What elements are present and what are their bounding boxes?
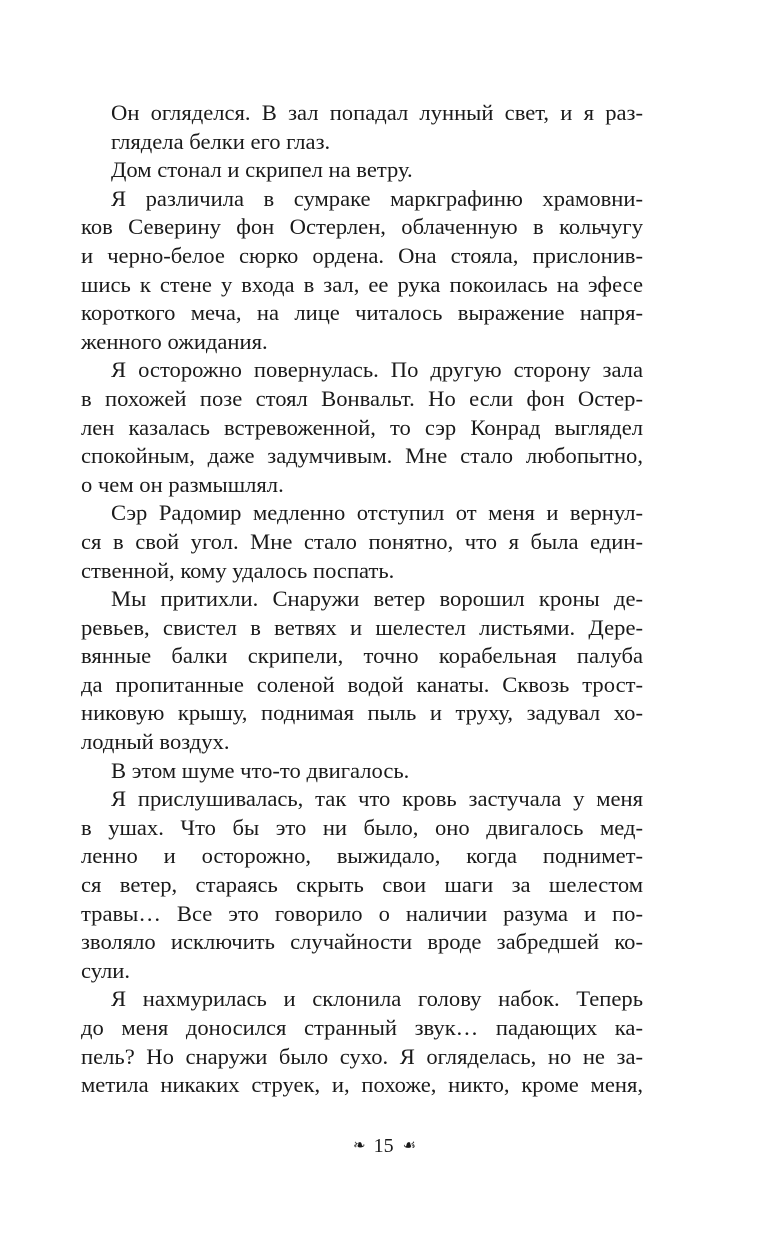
text-line: ся ветер, стараясь скрыть свои шаги за шелестом (81, 872, 643, 898)
paragraph-first-line: Сэр Радомир медленно отступил от меня и вернул- (111, 500, 643, 526)
paragraph-first-line: В этом шуме что-то двигалось. (111, 757, 410, 783)
paragraph-first-line: Я прислушивалась, так что кровь застучала у меня (111, 786, 643, 812)
text-line: шись к стене у входа в зал, ее рука покоилась на эфесе (81, 271, 643, 297)
text-line: сули. (81, 957, 131, 983)
text-line: ков Северину фон Остерлен, облаченную в кольчугу (81, 214, 643, 240)
paragraph-first-line: Он огляделся. В зал попадал лунный свет, и я раз- (111, 100, 643, 125)
page-footer (0, 1134, 768, 1158)
text-line: ленно и осторожно, выжидало, когда поднимет- (81, 843, 643, 869)
text-line: да пропитанные соленой водой канаты. Сквозь трост- (81, 671, 643, 697)
text-line: в похожей позе стоял Вонвальт. Но если фон Остер- (81, 385, 643, 411)
text-line: лодный воздух. (81, 729, 230, 755)
page-number: 15 (373, 1135, 394, 1157)
text-line: лен казалась встревоженной, то сэр Конрад выглядел (81, 414, 643, 440)
paragraph-first-line: Дом стонал и скрипел на ветру. (111, 157, 413, 183)
text-line: короткого меча, на лице читалось выражение напря- (81, 300, 643, 326)
text-line: пель? Но снаружи было сухо. Я огляделась, но не за- (81, 1043, 643, 1069)
text-column (81, 99, 643, 1100)
text-line: зволяло исключить случайности вроде забредшей ко- (81, 929, 643, 955)
text-line: о чем он размышлял. (81, 471, 284, 497)
left-ornament-icon: ❧ (352, 1138, 365, 1154)
paragraph-first-line: глядела белки его глаз. (111, 128, 331, 154)
text-line: в ушах. Что бы это ни было, оно двигалось мед- (81, 814, 643, 840)
text-line: и черно-белое сюрко ордена. Она стояла, прислонив- (81, 242, 643, 268)
right-ornament-icon: ☙ (402, 1138, 416, 1154)
text-line: спокойным, даже задумчивым. Мне стало любопытно, (81, 443, 643, 469)
text-line: ся в свой угол. Мне стало понятно, что я была един- (81, 528, 643, 554)
paragraph-first-line: Я различила в сумраке маркграфиню храмовни- (111, 185, 643, 211)
text-line: ревьев, свистел в ветвях и шелестел листьями. Дере- (81, 614, 643, 640)
text-line: метила никаких струек, и, похоже, никто, кроме меня, (81, 1072, 643, 1098)
text-line: вянные балки скрипели, точно корабельная палуба (81, 643, 643, 669)
paragraph-first-line: Я осторожно повернулась. По другую сторону зала (111, 357, 643, 383)
paragraph-first-line: Мы притихли. Снаружи ветер ворошил кроны де- (111, 586, 643, 612)
text-line: женного ожидания. (81, 328, 268, 354)
text-line: травы… Все это говорило о наличии разума и по- (81, 900, 643, 926)
text-line: до меня доносился странный звук… падающих ка- (81, 1015, 643, 1040)
text-line: никовую крышу, поднимая пыль и труху, задувал хо- (81, 700, 643, 726)
text-line: ственной, кому удалось поспать. (81, 557, 395, 583)
paragraph-first-line: Я нахмурилась и склонила голову набок. Теперь (111, 986, 643, 1012)
